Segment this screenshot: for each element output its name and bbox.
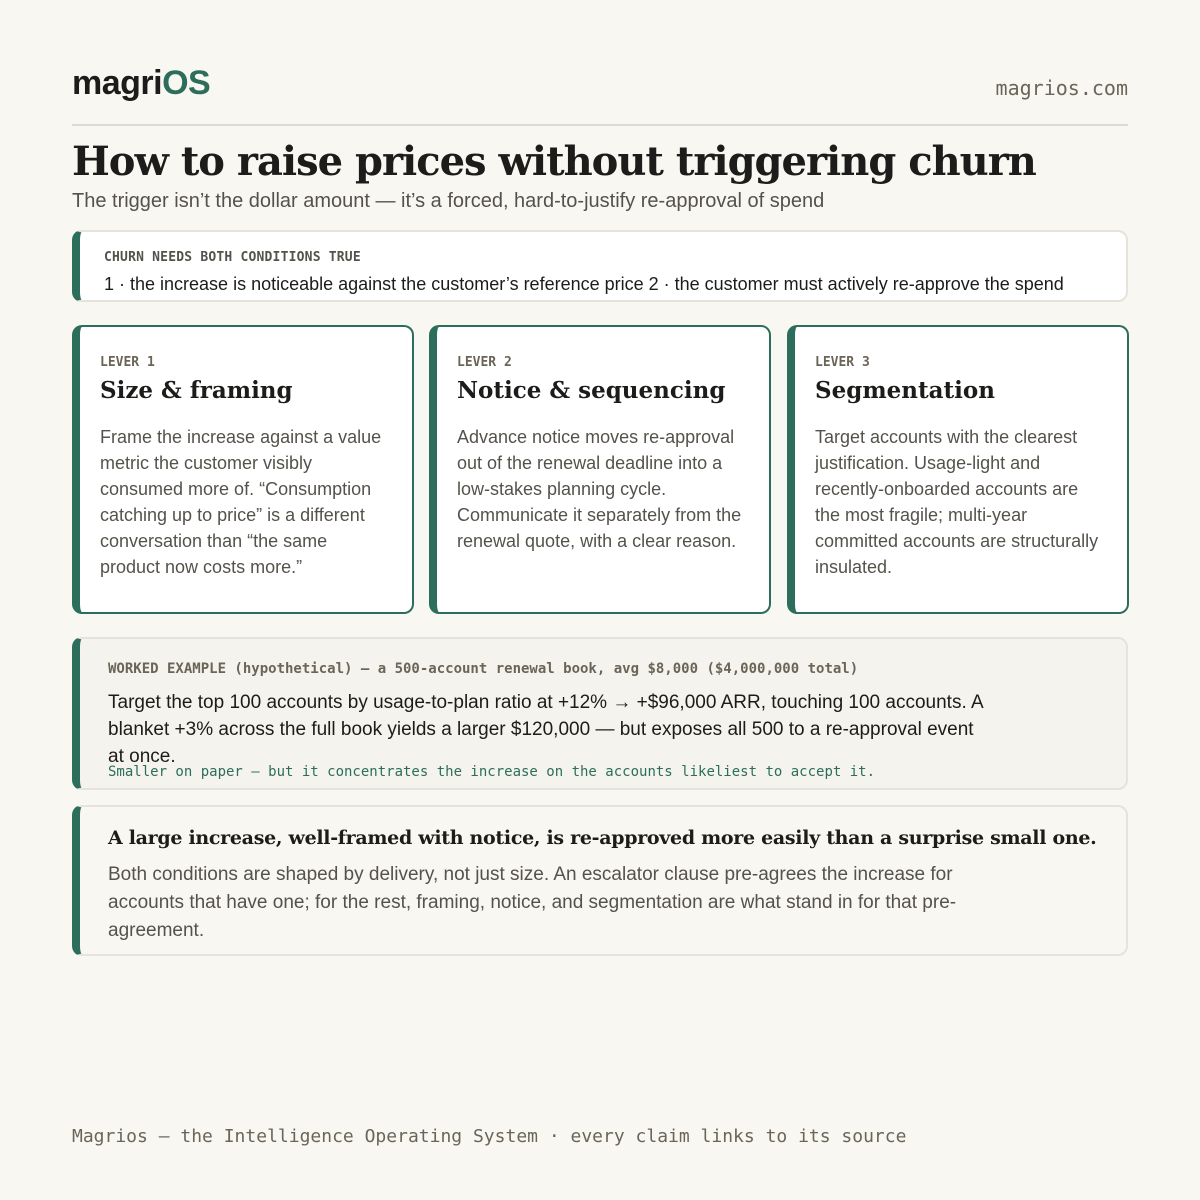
lever-body: Advance notice moves re-approval out of the renewal deadline into a low-stakes planning cycle. Communicate it separately from the renewal quote, with a clear reason. xyxy=(457,427,742,551)
lever-kicker: LEVER 1 xyxy=(100,355,155,370)
worked-example xyxy=(72,637,1128,790)
magrios-logo[interactable] xyxy=(72,64,210,103)
conditions-kicker: CHURN NEEDS BOTH CONDITIONS TRUE xyxy=(104,250,361,265)
page-footer: Magrios — the Intelligence Operating System · every claim links to its source xyxy=(72,1126,907,1147)
example-kicker: WORKED EXAMPLE (hypothetical) — a 500-account renewal book, avg $8,000 ($4,000,000 total) xyxy=(108,661,859,677)
page-header xyxy=(72,62,1128,126)
example-text: Target the top 100 accounts by usage-to-plan ratio at +12% → +$96,000 ARR, touching 100 accounts. A blanket +3% across the full book yields a larger $120,000 — but exposes all 500 to a re-approval event at once. xyxy=(108,692,983,767)
lever-body: Target accounts with the clearest justification. Usage-light and recently-onboarded accounts are the most fragile; multi-year committed accounts are structurally insulated. xyxy=(815,427,1099,577)
lever-body: Frame the increase against a value metric the customer visibly consumed more of. “Consumption catching up to price” is a different conversation than “the same product now costs more.” xyxy=(100,427,382,577)
takeaway-body: Both conditions are shaped by delivery, not just size. An escalator clause pre-agrees the increase for accounts that have one; for the rest, framing, notice, and segmentation are what stand in for that pre-agreement. xyxy=(108,864,957,941)
lever-kicker: LEVER 2 xyxy=(457,355,512,370)
takeaway-callout xyxy=(72,805,1128,956)
lever-title: Segmentation xyxy=(815,377,995,404)
page-title: How to raise prices without triggering churn xyxy=(72,138,1036,185)
lever-kicker: LEVER 3 xyxy=(815,355,870,370)
example-note: Smaller on paper — but it concentrates the increase on the accounts likeliest to accept it. xyxy=(108,764,876,780)
takeaway-heading: A large increase, well-framed with notice, is re-approved more easily than a surprise small one. xyxy=(108,827,1097,849)
lever-card-2 xyxy=(429,325,771,614)
site-link[interactable]: magrios.com xyxy=(995,76,1128,100)
logo-main: magri xyxy=(72,64,163,102)
lever-card-3 xyxy=(787,325,1129,614)
lever-title: Size & framing xyxy=(100,377,293,404)
lever-card-1 xyxy=(72,325,414,614)
conditions-text: 1 · the increase is noticeable against the customer’s reference price 2 · the customer must actively re-approve the spend xyxy=(104,274,1064,294)
lever-title: Notice & sequencing xyxy=(457,377,726,404)
conditions-callout xyxy=(72,230,1128,302)
logo-accent: OS xyxy=(162,64,211,102)
page-subtitle: The trigger isn’t the dollar amount — it’s a forced, hard-to-justify re-approval of spend xyxy=(72,190,825,212)
